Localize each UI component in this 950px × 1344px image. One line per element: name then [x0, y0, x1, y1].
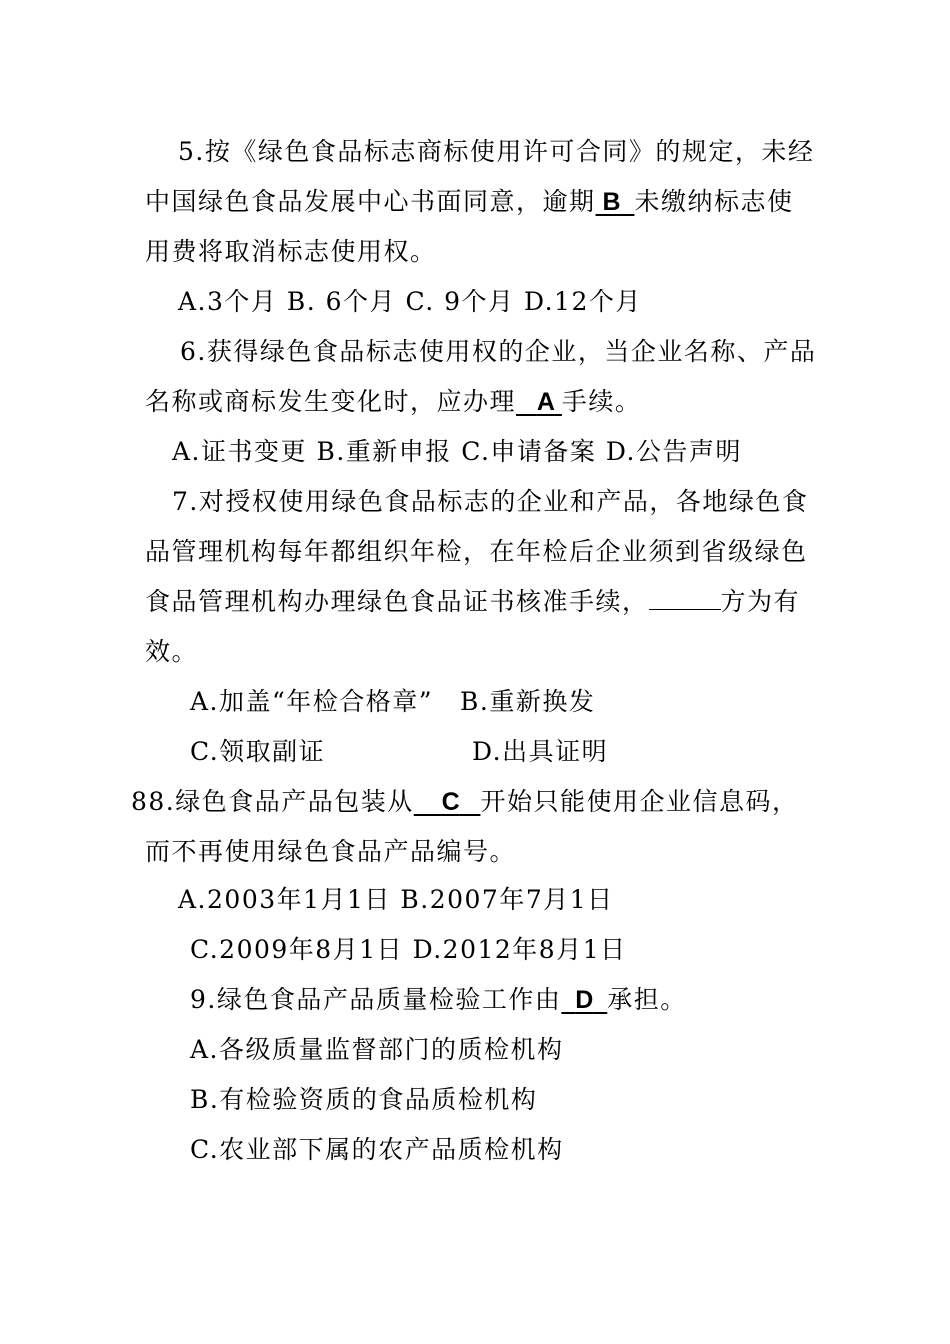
q7-option-c-text: C.领取副证	[190, 737, 326, 766]
q8-options-cd-text: C.2009年8月1日 D.2012年8月1日	[190, 935, 627, 964]
q8-line-1	[131, 787, 798, 817]
q6-text-1: 6.获得绿色食品标志使用权的企业，当企业名称、产品	[180, 337, 817, 366]
q9-answer	[561, 985, 607, 1015]
q5-text-3: 用费将取消标志使用权。	[145, 237, 437, 266]
q8-answer-letter: C	[441, 788, 460, 816]
q7-text-3a: 食品管理机构办理绿色食品证书核准手续，	[145, 587, 649, 616]
q8-line-2	[145, 837, 516, 867]
q7-option-b-text: B.重新换发	[460, 687, 596, 716]
q9-option-a-text: A.各级质量监督部门的质检机构	[190, 1035, 564, 1064]
q5-options-text: A.3个月 B. 6个月 C. 9个月 D.12个月	[178, 287, 642, 316]
q5-text-1: 5.按《绿色食品标志商标使用许可合同》的规定，未经	[178, 137, 815, 166]
q9-option-b-text: B.有检验资质的食品质检机构	[190, 1085, 538, 1114]
q8-options-cd	[190, 935, 627, 965]
q7-option-a-text: A.加盖“年检合格章”	[190, 687, 434, 716]
q9-text-1b: 承担。	[607, 985, 687, 1014]
q7-option-b	[460, 687, 595, 717]
q9-option-a	[190, 1035, 564, 1065]
q9-option-b	[190, 1085, 537, 1115]
q5-answer-letter: B	[602, 188, 621, 216]
q8-answer	[414, 787, 481, 817]
q5-line-3	[145, 237, 437, 267]
q8-text-1a: 88.绿色食品产品包装从	[131, 787, 414, 816]
q7-line-3	[145, 587, 800, 617]
q7-option-a	[190, 687, 433, 717]
q7-line-1	[172, 487, 808, 517]
q5-line-1	[178, 137, 814, 167]
q5-text-2a: 中国绿色食品发展中心书面同意，逾期	[145, 187, 596, 216]
q6-line-2	[145, 387, 641, 417]
q7-text-2: 品管理机构每年都组织年检，在年检后企业须到省级绿色	[145, 537, 808, 566]
q5-options	[178, 287, 642, 317]
q9-answer-letter: D	[575, 986, 594, 1014]
q8-text-1b: 开始只能使用企业信息码，	[480, 787, 799, 816]
q7-text-1: 7.对授权使用绿色食品标志的企业和产品，各地绿色食	[172, 487, 809, 516]
q5-answer	[596, 187, 635, 217]
q7-line-2	[145, 537, 808, 567]
q6-answer-letter: A	[536, 388, 555, 416]
q6-options	[172, 437, 742, 467]
q6-text-2a: 名称或商标发生变化时，应办理	[145, 387, 517, 416]
q9-text-1a: 9.绿色食品产品质量检验工作由	[190, 985, 562, 1014]
q8-options-ab	[178, 885, 614, 915]
q6-options-text: A.证书变更 B.重新申报 C.申请备案 D.公告声明	[172, 437, 742, 466]
q5-line-2	[145, 187, 793, 217]
q9-option-c-text: C.农业部下属的农产品质检机构	[190, 1135, 564, 1164]
q7-line-4	[145, 637, 198, 667]
q9-option-c	[190, 1135, 564, 1165]
q7-option-c	[190, 737, 325, 767]
q6-line-1	[180, 337, 816, 367]
q8-options-ab-text: A.2003年1月1日 B.2007年7月1日	[178, 885, 614, 914]
q5-text-2b: 未缴纳标志使	[634, 187, 794, 216]
q7-option-d-text: D.出具证明	[472, 737, 609, 766]
q7-answer-blank	[649, 587, 721, 610]
q7-option-d	[472, 737, 608, 767]
q7-text-3b: 方为有	[720, 587, 801, 616]
q6-text-2b: 手续。	[561, 387, 642, 416]
q9-line-1	[190, 985, 687, 1015]
q8-text-2: 而不再使用绿色食品产品编号。	[145, 837, 517, 866]
q7-text-4: 效。	[145, 637, 199, 666]
q6-answer	[516, 387, 562, 417]
